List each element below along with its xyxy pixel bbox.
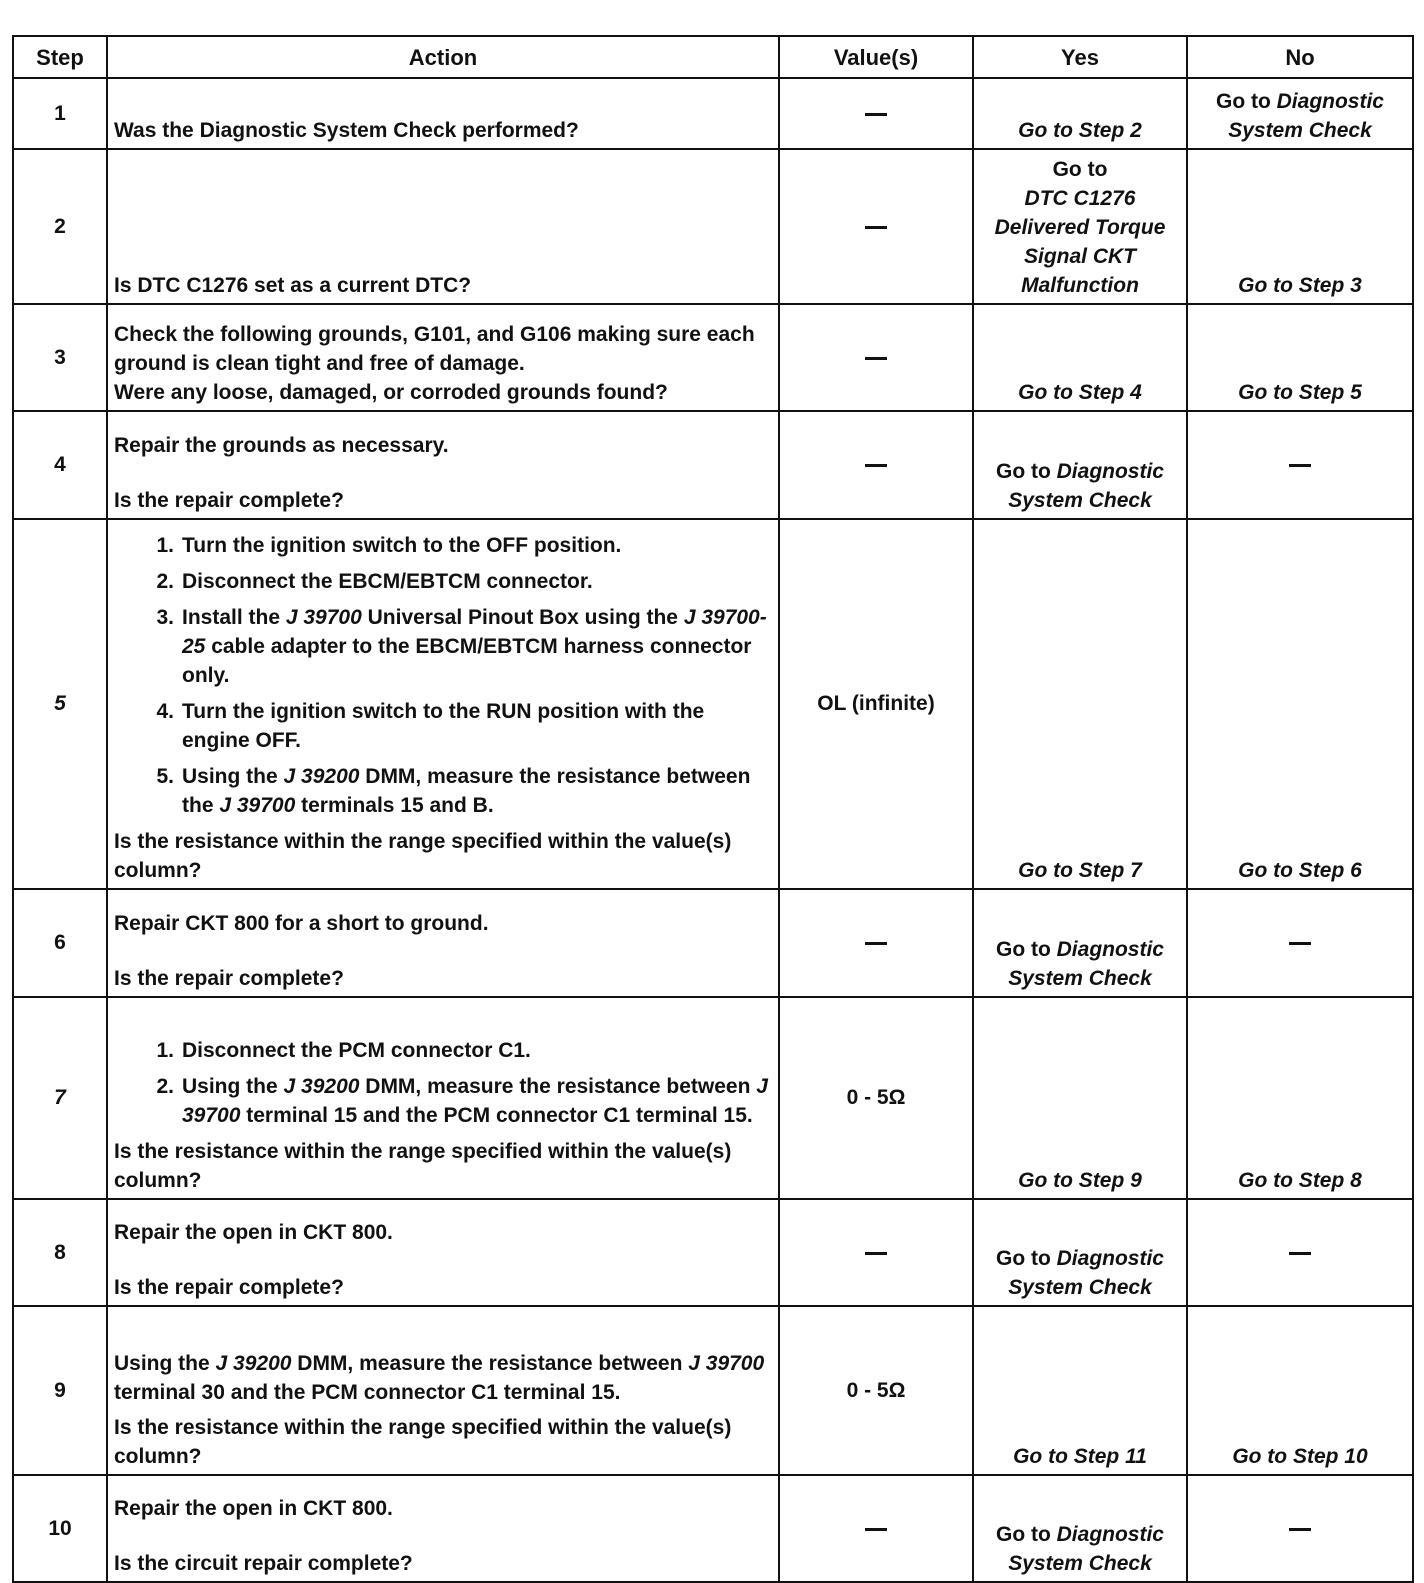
action-cell — [107, 1475, 779, 1582]
step-number: 8 — [13, 1199, 107, 1306]
tool-name: J 39700 — [688, 1351, 765, 1375]
procedure-list — [114, 1036, 772, 1130]
yes-link: System Check — [1008, 1552, 1152, 1575]
table-row — [13, 149, 1413, 304]
step-number: 6 — [13, 889, 107, 996]
step-number: 9 — [13, 1306, 107, 1474]
action-cell — [107, 304, 779, 411]
action-cell — [107, 411, 779, 518]
step-number: 3 — [13, 304, 107, 411]
yes-link: Malfunction — [1021, 273, 1139, 297]
action-cell — [107, 1306, 779, 1474]
tool-name: J 39700-25 — [182, 606, 767, 659]
yes-cell: Go to Step 7 — [973, 519, 1187, 890]
item-number: 2. — [156, 570, 174, 594]
action-cell — [107, 149, 779, 304]
table-row — [13, 78, 1413, 149]
item-number: 1. — [156, 534, 174, 558]
yes-cell: Go to Step 9 — [973, 997, 1187, 1200]
no-cell: Go to Step 8 — [1187, 997, 1413, 1200]
yes-cell: Go to Step 2 — [973, 78, 1187, 149]
no-cell: Go to Step 6 — [1187, 519, 1413, 890]
action-instruction: Repair the open in CKT 800. — [114, 1497, 393, 1520]
table-row — [13, 1199, 1413, 1306]
item-number: 1. — [156, 1039, 174, 1063]
list-item — [114, 531, 772, 560]
header-yes: Yes — [973, 36, 1187, 78]
yes-link: Delivered Torque — [994, 215, 1166, 239]
value-cell — [779, 1475, 973, 1582]
tool-name: J 39700 — [219, 794, 296, 818]
action-instruction: Repair the open in CKT 800. — [114, 1221, 393, 1245]
list-item — [114, 1072, 772, 1130]
action-question: Is the repair complete? — [114, 966, 344, 990]
action-cell — [107, 889, 779, 996]
yes-prefix: Go to — [995, 937, 1057, 961]
list-item — [114, 567, 772, 596]
value-cell — [779, 149, 973, 304]
value-cell — [779, 889, 973, 996]
item-text: Disconnect the EBCM/EBTCM connector. — [182, 570, 593, 594]
item-text: Using the J 39200 DMM, measure the resistance between the J 39700 terminals 15 and B. — [182, 765, 751, 818]
action-question: Was the Diagnostic System Check performed? — [114, 118, 579, 142]
yes-prefix: Go to — [995, 1523, 1057, 1546]
item-text: Turn the ignition switch to the RUN position with the engine OFF. — [182, 700, 705, 753]
tool-name: J 39700 — [285, 606, 362, 630]
item-number: 4. — [156, 700, 174, 724]
procedure-list — [114, 531, 772, 820]
list-item — [114, 603, 772, 690]
no-cell — [1187, 1475, 1413, 1582]
yes-cell — [973, 889, 1187, 996]
yes-cell — [973, 411, 1187, 518]
tool-name: J 39200 — [283, 1075, 360, 1099]
action-cell — [107, 519, 779, 890]
yes-prefix: Go to — [1052, 157, 1108, 181]
yes-link: Diagnostic — [1056, 937, 1164, 961]
action-cell — [107, 997, 779, 1200]
no-cell: Go to Step 10 — [1187, 1306, 1413, 1474]
no-cell — [1187, 411, 1413, 518]
action-question: Is the resistance within the range specified within the value(s) column? — [114, 1140, 732, 1193]
value-cell: 0 - 5Ω — [779, 997, 973, 1200]
dash-mark — [865, 1252, 887, 1255]
step-number: 2 — [13, 149, 107, 304]
tool-name: J 39200 — [215, 1351, 292, 1375]
step-number: 4 — [13, 411, 107, 518]
tool-name: J 39700 — [182, 1075, 768, 1128]
value-cell — [779, 1199, 973, 1306]
value-cell — [779, 304, 973, 411]
table-row — [13, 519, 1413, 890]
no-prefix: Go to — [1215, 89, 1277, 113]
yes-link: System Check — [1008, 488, 1152, 512]
action-instruction: Check the following grounds, G101, and G106 making sure each ground is clean tight and free of damage. — [114, 323, 755, 376]
diagnostic-table — [12, 35, 1414, 1583]
no-cell: Go to Step 5 — [1187, 304, 1413, 411]
yes-cell — [973, 149, 1187, 304]
table-row — [13, 997, 1413, 1200]
dash-mark — [1289, 942, 1311, 945]
item-text: Using the J 39200 DMM, measure the resistance between J 39700 terminal 15 and the PCM connector C1 terminal 15. — [182, 1075, 768, 1128]
dash-mark — [865, 942, 887, 945]
action-question: Is the resistance within the range specified within the value(s) column? — [114, 830, 732, 883]
value-cell: 0 - 5Ω — [779, 1306, 973, 1474]
no-link: Diagnostic — [1276, 89, 1384, 113]
yes-link: Diagnostic — [1056, 1523, 1164, 1546]
table-row — [13, 1475, 1413, 1582]
dash-mark — [865, 226, 887, 229]
dash-mark — [865, 357, 887, 360]
action-instruction: Repair the grounds as necessary. — [114, 433, 449, 457]
step-number: 1 — [13, 78, 107, 149]
item-number: 3. — [156, 606, 174, 630]
item-text: Turn the ignition switch to the OFF position. — [182, 534, 622, 558]
yes-link: Diagnostic — [1056, 1247, 1164, 1271]
item-number: 5. — [156, 765, 174, 789]
header-row — [13, 36, 1413, 78]
yes-cell: Go to Step 4 — [973, 304, 1187, 411]
action-question: Is the repair complete? — [114, 1276, 344, 1300]
item-text: Disconnect the PCM connector C1. — [182, 1039, 531, 1063]
step-number: 7 — [13, 997, 107, 1200]
table-row — [13, 304, 1413, 411]
item-number: 2. — [156, 1075, 174, 1099]
header-action: Action — [107, 36, 779, 78]
header-no: No — [1187, 36, 1413, 78]
action-instruction: Using the J 39200 DMM, measure the resistance between J 39700 terminal 30 and the PCM connector C1 terminal 15. — [114, 1351, 765, 1404]
yes-link: DTC C1276 — [1024, 186, 1136, 210]
value-cell — [779, 411, 973, 518]
table-row — [13, 889, 1413, 996]
action-instruction: Repair CKT 800 for a short to ground. — [114, 911, 489, 935]
action-question: Were any loose, damaged, or corroded grounds found? — [114, 381, 668, 405]
table-row — [13, 411, 1413, 518]
step-number: 5 — [13, 519, 107, 890]
action-cell — [107, 1199, 779, 1306]
value-cell: OL (infinite) — [779, 519, 973, 890]
action-question: Is the circuit repair complete? — [114, 1552, 413, 1575]
yes-prefix: Go to — [995, 1247, 1057, 1271]
no-cell: Go to Step 3 — [1187, 149, 1413, 304]
item-text: Install the J 39700 Universal Pinout Box using the J 39700-25 cable adapter to the EBCM/EBTCM harness connector only. — [182, 606, 767, 688]
header-step: Step — [13, 36, 107, 78]
action-cell — [107, 78, 779, 149]
yes-prefix: Go to — [995, 459, 1057, 483]
list-item — [114, 1036, 772, 1065]
no-cell — [1187, 78, 1413, 149]
dash-mark — [1289, 464, 1311, 467]
no-cell — [1187, 889, 1413, 996]
yes-link: System Check — [1008, 1276, 1152, 1300]
yes-cell — [973, 1199, 1187, 1306]
yes-link: Diagnostic — [1056, 459, 1164, 483]
step-number: 10 — [13, 1475, 107, 1582]
dash-mark — [1289, 1252, 1311, 1255]
dash-mark — [865, 1528, 887, 1531]
action-question: Is DTC C1276 set as a current DTC? — [114, 273, 472, 297]
dash-mark — [865, 464, 887, 467]
list-item — [114, 762, 772, 820]
list-item — [114, 697, 772, 755]
tool-name: J 39200 — [283, 765, 360, 789]
yes-link: Signal CKT — [1023, 244, 1136, 268]
value-cell — [779, 78, 973, 149]
table-row — [13, 1306, 1413, 1474]
yes-link: System Check — [1008, 966, 1152, 990]
action-question: Is the resistance within the range specified within the value(s) column? — [114, 1415, 732, 1468]
dash-mark — [865, 113, 887, 116]
no-cell — [1187, 1199, 1413, 1306]
yes-cell — [973, 1475, 1187, 1582]
no-link: System Check — [1228, 118, 1372, 142]
action-question: Is the repair complete? — [114, 488, 344, 512]
yes-cell: Go to Step 11 — [973, 1306, 1187, 1474]
dash-mark — [1289, 1528, 1311, 1531]
header-values: Value(s) — [779, 36, 973, 78]
